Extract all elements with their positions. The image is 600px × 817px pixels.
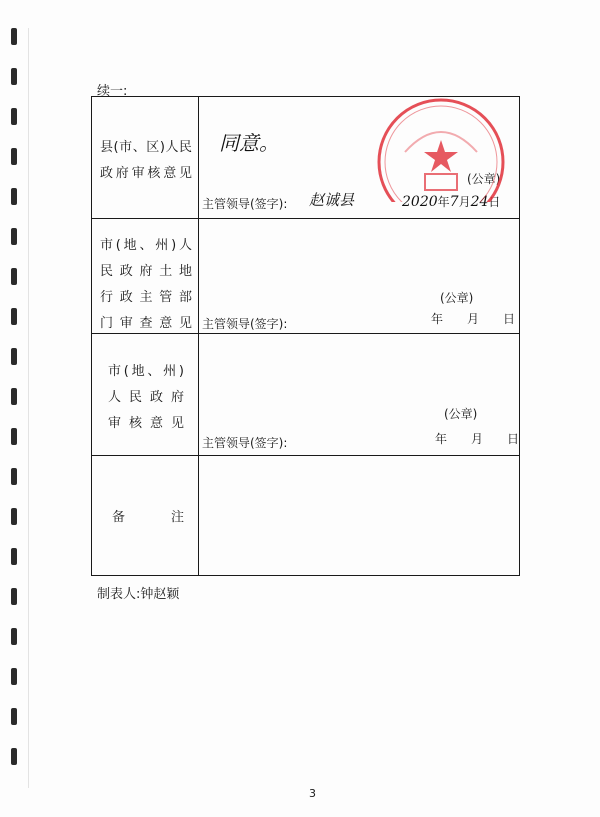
row2-seal-label: (公章) — [440, 291, 474, 305]
red-official-seal-icon — [375, 92, 507, 202]
row4-label: 备 注 — [112, 510, 184, 525]
row2-label: 市(地、州)人 民政府土地 行政主管部 门审查意见 — [100, 238, 192, 331]
row3-seal-label: (公章) — [444, 407, 478, 421]
row3-date: 年 月 日 — [435, 432, 520, 446]
continuation-label: 续一: — [97, 84, 128, 99]
row1-date: 2020年7月24日 — [402, 194, 501, 210]
row-divider — [92, 455, 519, 456]
row2-signer-label: 主管领导(签字): — [202, 317, 288, 331]
row3-signer-label: 主管领导(签字): — [202, 436, 288, 450]
row-divider — [92, 218, 519, 219]
signature-handwriting: 赵诚县 — [309, 191, 355, 209]
row3-label: 市(地、州) 人民政府 审核意见 — [108, 364, 184, 431]
row2-date: 年 月 日 — [431, 312, 516, 326]
binder-holes — [8, 28, 22, 788]
opinion-handwriting: 同意。 — [219, 131, 279, 155]
page-number: 3 — [309, 787, 316, 800]
row1-signer-label: 主管领导(签字): — [202, 197, 288, 211]
column-divider — [198, 97, 199, 575]
row1-label: 县(市、区)人民 政府审核意见 — [100, 140, 192, 181]
row1-seal-label: (公章) — [467, 172, 501, 186]
preparer-line: 制表人:钟赵颖 — [97, 587, 180, 602]
